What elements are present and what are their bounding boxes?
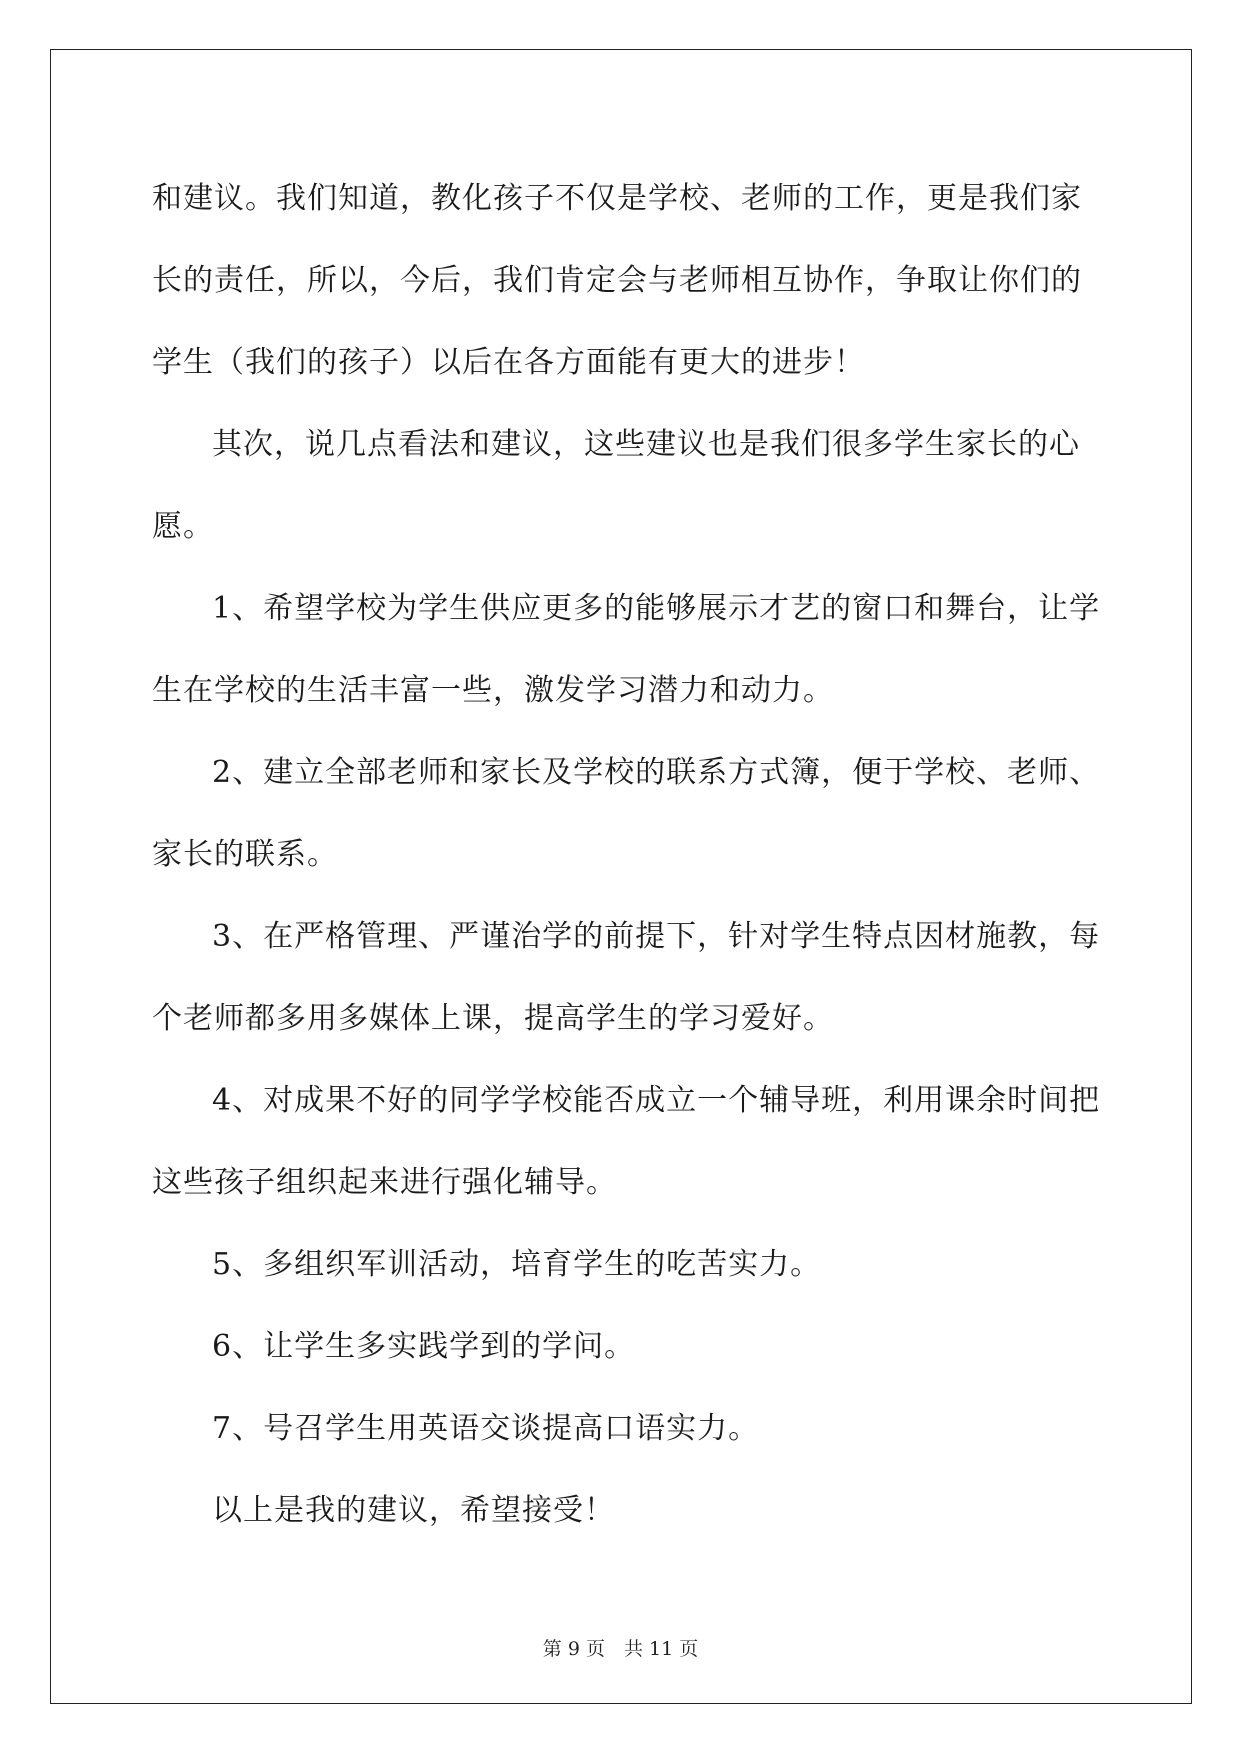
page-footer (0, 1634, 1241, 1661)
text-line: 3、在严格管理、严谨治学的前提下，针对学生特点因材施教，每 (212, 919, 1101, 954)
text-line: 1、希望学校为学生供应更多的能够展示才艺的窗口和舞台，让学 (212, 591, 1101, 626)
text-line: 这些孩子组织起来进行强化辅导。 (152, 1165, 617, 1200)
text-line: 2、建立全部老师和家长及学校的联系方式簿，便于学校、老师、 (212, 755, 1101, 790)
document-body (152, 158, 1101, 1552)
text-line: 家长的联系。 (152, 837, 338, 872)
text-line: 以上是我的建议，希望接受！ (212, 1493, 615, 1528)
page-number: 第 9 页 共 11 页 (542, 1638, 699, 1660)
text-line: 愿。 (152, 509, 214, 544)
text-line: 学生（我们的孩子）以后在各方面能有更大的进步！ (152, 345, 865, 380)
text-line: 7、号召学生用英语交谈提高口语实力。 (212, 1411, 760, 1446)
text-line: 6、让学生多实践学到的学问。 (212, 1329, 636, 1364)
text-line: 长的责任，所以，今后，我们肯定会与老师相互协作，争取让你们的 (152, 263, 1082, 298)
text-line: 生在学校的生活丰富一些，激发学习潜力和动力。 (152, 673, 834, 708)
text-line: 其次，说几点看法和建议，这些建议也是我们很多学生家长的心 (212, 427, 1080, 462)
text-line: 和建议。我们知道，教化孩子不仅是学校、老师的工作，更是我们家 (152, 181, 1082, 216)
text-line: 5、多组织军训活动，培育学生的吃苦实力。 (212, 1247, 822, 1282)
text-line: 个老师都多用多媒体上课，提高学生的学习爱好。 (152, 1001, 834, 1036)
text-line: 4、对成果不好的同学学校能否成立一个辅导班，利用课余时间把 (212, 1083, 1101, 1118)
